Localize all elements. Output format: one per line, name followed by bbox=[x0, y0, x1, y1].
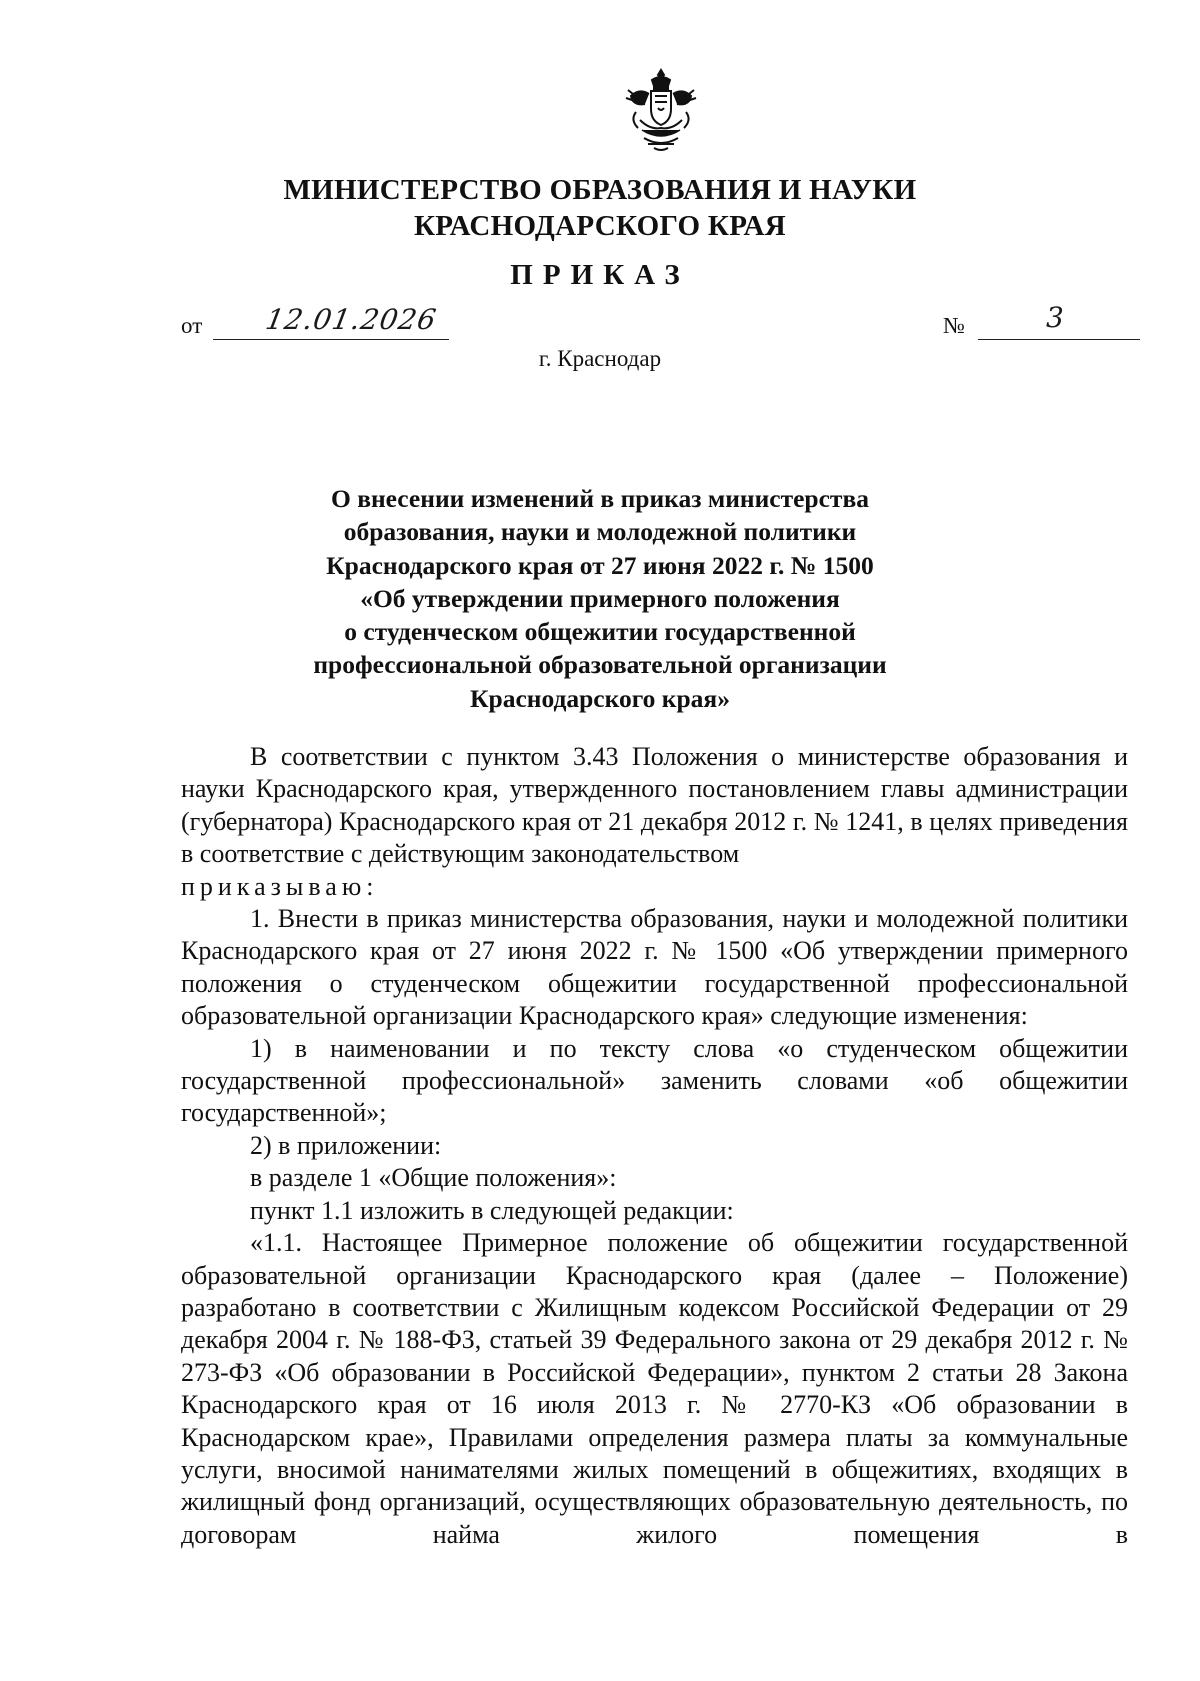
number-underline bbox=[978, 339, 1140, 340]
body-paragraph-section-1: в разделе 1 «Общие положения»: bbox=[250, 1163, 617, 1193]
body-paragraph-preamble: В соответствии с пунктом 3.43 Положения о министерстве образования и науки Краснодарского края, утвержденного постановлением главы администрации (губернатора) Краснодарского края от 21 декабря 2012 г. № 1241, в целях приведения в соответствие с действующим законодательством bbox=[181, 742, 1128, 869]
subject-line: О внесении изменений в приказ министерства bbox=[331, 484, 869, 513]
order-subject bbox=[200, 482, 1000, 715]
number-label: № bbox=[943, 313, 965, 338]
number-handwritten: 3 bbox=[1046, 301, 1064, 334]
body-paragraph-subitem-2: 2) в приложении: bbox=[250, 1130, 442, 1160]
body-paragraph-clause-1-1: пункт 1.1 изложить в следующей редакции: bbox=[250, 1195, 734, 1225]
ministry-name bbox=[200, 172, 1000, 244]
ministry-name-line1: МИНИСТЕРСТВО ОБРАЗОВАНИЯ И НАУКИ bbox=[283, 174, 917, 206]
ministry-name-line2: КРАСНОДАРСКОГО КРАЯ bbox=[413, 210, 787, 242]
subject-line: «Об утверждении примерного положения bbox=[360, 583, 840, 613]
body-paragraph-item-1: 1. Внести в приказ министерства образования, науки и молодежной политики Краснодарского края от 27 июня 2022 г. № 1500 «Об утверждении примерного положения о студенческом общежитии государственной профессиональной образовательной организации Краснодарского края» следующие изменения: bbox=[181, 904, 1128, 1031]
body-order-word: приказываю: bbox=[181, 871, 379, 901]
subject-line: Краснодарского края от 27 июня 2022 г. № 1500 bbox=[326, 550, 874, 580]
city-name: г. Краснодар bbox=[538, 346, 662, 371]
subject-line: профессиональной образовательной организации bbox=[313, 650, 887, 680]
date-underline bbox=[213, 339, 449, 340]
body-paragraph-subitem-1: 1) в наименовании и по тексту слова «о студенческом общежитии государственной профессиональной» заменить словами «об общежитии государственной»; bbox=[181, 1033, 1128, 1128]
order-date-number-row bbox=[181, 303, 1081, 339]
subject-line: о студенческом общежитии государственной bbox=[344, 617, 856, 647]
coat-of-arms-icon bbox=[622, 68, 700, 154]
date-handwritten: 12.01.2026 bbox=[263, 303, 440, 336]
order-body bbox=[181, 741, 1128, 1551]
date-label: от bbox=[181, 313, 203, 338]
subject-line: Краснодарского края» bbox=[470, 683, 730, 713]
body-paragraph-clause-1-1-text: «1.1. Настоящее Примерное положение об общежитии государственной образовательной организации Краснодарского края (далее – Положение) разработано в соответствии с Жилищным кодексом Российской Федерации от 29 декабря 2004 г. № 188-ФЗ, статьей 39 Федерального закона от 29 декабря 2012 г. № 273-ФЗ «Об образовании в Российской Федерации», пунктом 2 статьи 28 Закона Краснодарского края от 16 июля 2013 г. № 2770-КЗ «Об образовании в Краснодарском крае», Правилами определения размера платы за коммунальные услуги, вносимой нанимателями жилых помещений в общежитиях, входящих в жилищный фонд организаций, осуществляющих образовательную деятельность, по договорам найма жилого помещения в bbox=[181, 1228, 1128, 1549]
order-title: ПРИКАЗ bbox=[510, 259, 690, 291]
subject-line: образования, науки и молодежной политики bbox=[343, 517, 857, 547]
